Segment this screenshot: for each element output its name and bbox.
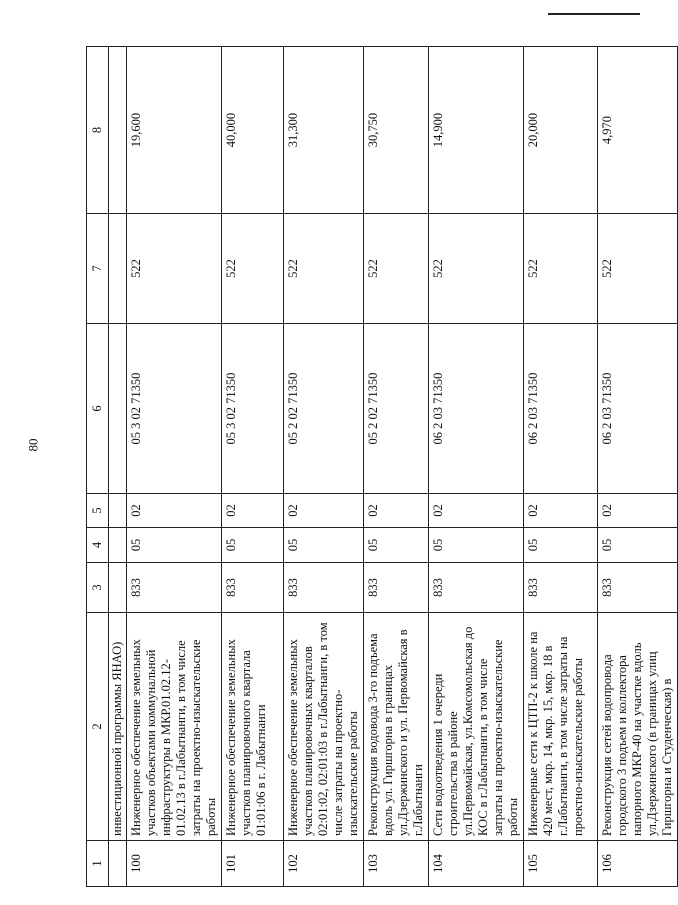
header-cell: 5 (87, 494, 109, 528)
row-vr: 522 (524, 214, 598, 324)
row-number: 101 (222, 841, 284, 887)
row-pr: 02 (598, 494, 678, 528)
table-row (284, 47, 364, 887)
row-grbs: 833 (284, 563, 364, 613)
row-csr: 05 2 02 71350 (364, 324, 429, 494)
row-sum: 14,900 (429, 47, 524, 214)
table-row (222, 47, 284, 887)
row-name: Инженерное обеспечение земельных участков планировочного квартала 01:01:06 в г. Лабытнанги (222, 613, 284, 841)
header-cell: 1 (87, 841, 109, 887)
row-sum: 31,300 (284, 47, 364, 214)
row-number: 103 (364, 841, 429, 887)
row-rz: 05 (429, 528, 524, 563)
row-pr: 02 (364, 494, 429, 528)
row-vr: 522 (222, 214, 284, 324)
row-number: 100 (127, 841, 222, 887)
row-number: 106 (598, 841, 678, 887)
row-rz: 05 (598, 528, 678, 563)
row-pr: 02 (127, 494, 222, 528)
row-rz: 05 (222, 528, 284, 563)
row-grbs: 833 (429, 563, 524, 613)
row-rz: 05 (127, 528, 222, 563)
row-grbs: 833 (598, 563, 678, 613)
row-pr: 02 (524, 494, 598, 528)
header-cell: 7 (87, 214, 109, 324)
header-cell: 2 (87, 613, 109, 841)
header-cell: 8 (87, 47, 109, 214)
row-pr: 02 (284, 494, 364, 528)
row-name: Инженерные сети к ЦТП-2 к школе на 420 мест, мкр. 14, мкр. 15, мкр. 18 в г.Лабытнанги, в том числе затраты на проектно-изыскательские работы (524, 613, 598, 841)
continuation-row (109, 47, 127, 887)
row-sum: 4,970 (598, 47, 678, 214)
row-number: 102 (284, 841, 364, 887)
row-pr: 02 (222, 494, 284, 528)
row-rz: 05 (524, 528, 598, 563)
header-cell: 3 (87, 563, 109, 613)
row-sum: 30,750 (364, 47, 429, 214)
table-row (364, 47, 429, 887)
row-name: Сети водоотведения 1 очереди строительства в районе ул.Первомайская, ул.Комсомольская до КОС в г.Лабытнанги, в том числе затраты на проектно-изыскательские работы (429, 613, 524, 841)
row-number: 104 (429, 841, 524, 887)
row-csr: 06 2 03 71350 (524, 324, 598, 494)
header-cell: 4 (87, 528, 109, 563)
row-name: Реконструкция водовода 3-го подъема вдоль ул. Гиршгорна в границах ул.Дзержинского и ул. Первомайская в г.Лабытнанги (364, 613, 429, 841)
row-vr: 522 (598, 214, 678, 324)
row-grbs: 833 (222, 563, 284, 613)
row-vr: 522 (364, 214, 429, 324)
table-row (429, 47, 524, 887)
row-grbs: 833 (127, 563, 222, 613)
row-vr: 522 (429, 214, 524, 324)
row-vr: 522 (127, 214, 222, 324)
budget-table (86, 46, 678, 887)
row-csr: 06 2 03 71350 (429, 324, 524, 494)
row-sum: 40,000 (222, 47, 284, 214)
row-csr: 05 2 02 71350 (284, 324, 364, 494)
row-name: Реконструкция сетей водопровода городского 3 подъем и коллектора напорного МКР-40 на участке вдоль ул.Дзержинского (в границах улиц Гиршгорна и Студенческая) в (598, 613, 678, 841)
continuation-text: инвестиционной программы ЯНАО) (109, 613, 127, 841)
table-row (127, 47, 222, 887)
row-vr: 522 (284, 214, 364, 324)
row-grbs: 833 (524, 563, 598, 613)
row-grbs: 833 (364, 563, 429, 613)
row-rz: 05 (284, 528, 364, 563)
row-sum: 20,000 (524, 47, 598, 214)
row-name: Инженерное обеспечение земельных участков объектами коммунальной инфраструктуры в МКР.01.02.12-01.02.13 в г.Лабытнанги, в том числе затраты на проектно-изыскательские работы (127, 613, 222, 841)
top-rule (548, 13, 640, 15)
header-cell: 6 (87, 324, 109, 494)
row-csr: 05 3 02 71350 (127, 324, 222, 494)
row-pr: 02 (429, 494, 524, 528)
row-csr: 06 2 03 71350 (598, 324, 678, 494)
row-csr: 05 3 02 71350 (222, 324, 284, 494)
row-name: Инженерное обеспечение земельных участков планировочных кварталов 02:01:02, 02:01:03 в г.Лабытнанги, в том числе затраты на проектно-изыскательские работы (284, 613, 364, 841)
page-number: 80 (25, 438, 41, 452)
rotated-page (86, 47, 674, 887)
row-rz: 05 (364, 528, 429, 563)
table-row (524, 47, 598, 887)
row-number: 105 (524, 841, 598, 887)
header-row (87, 47, 109, 887)
table-row (598, 47, 678, 887)
row-sum: 19,600 (127, 47, 222, 214)
